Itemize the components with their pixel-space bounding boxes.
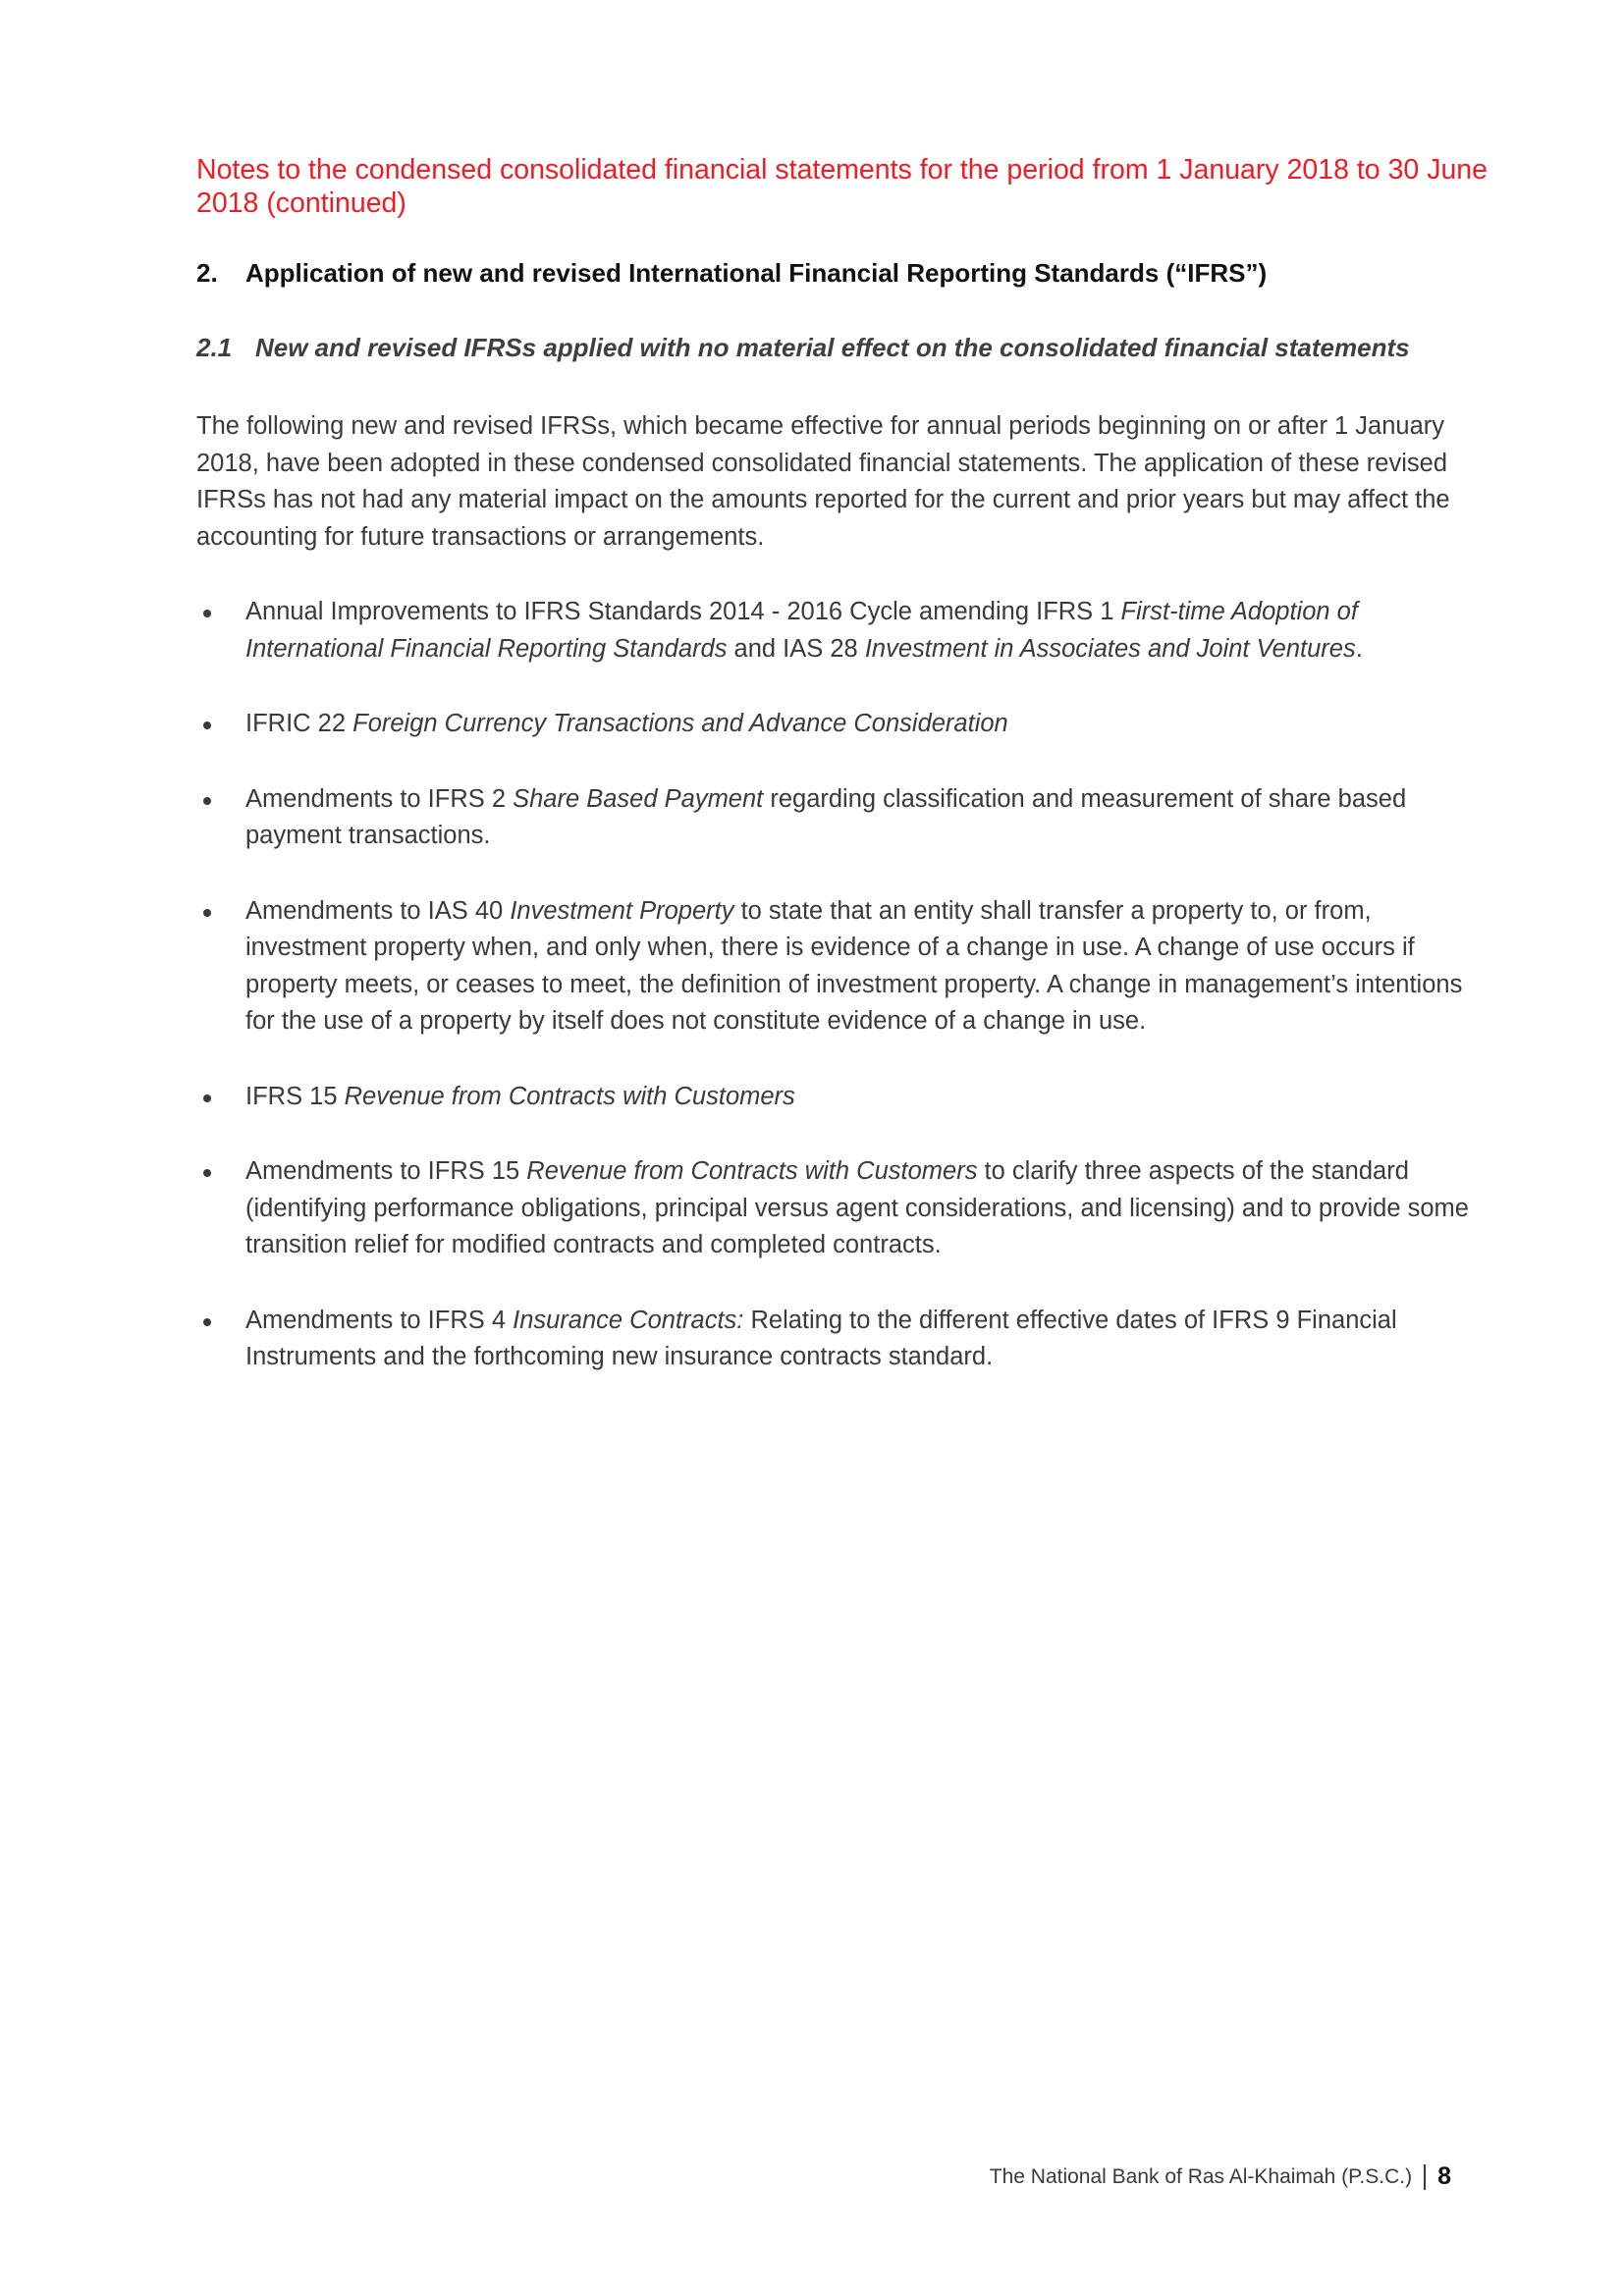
notes-heading: Notes to the condensed consolidated financial statements for the period from 1 January 2018 to 30 June 2018 (continued)	[196, 154, 1488, 219]
list-item-text: to state that an entity shall transfer a property to, or from, investment property when, and only when, there is evidence of a change in use. A change of use occurs if property meets, or ceases to meet, the definition of investment property. A change in management’s intentions for the use of a property by itself does not constitute evidence of a change in use.	[245, 896, 1463, 1035]
bullet-icon	[203, 1318, 211, 1326]
bullet-icon	[203, 721, 211, 729]
list-item-text: Relating to the different effective dates of IFRS 9 Financial Instruments and the forthcoming new insurance contracts standard.	[245, 1306, 1397, 1370]
page-footer	[990, 2163, 1451, 2191]
standard-title: Foreign Currency Transactions and Advance Consideration	[352, 710, 1008, 737]
list-item-text: Amendments to IFRS 4	[245, 1306, 514, 1334]
list-item-text: IFRIC 22	[245, 710, 353, 737]
list-item	[196, 1079, 1473, 1116]
section-number: 2.	[196, 258, 218, 288]
list-item-text: IFRS 15	[245, 1082, 345, 1110]
standard-title: Share Based Payment	[513, 784, 764, 813]
list-item	[196, 893, 1473, 1041]
bullet-icon	[203, 1095, 211, 1102]
section-title-text: Application of new and revised International Financial Reporting Standards (“IFRS”)	[245, 258, 1268, 288]
list-item-text: .	[1355, 634, 1363, 663]
standard-title: Revenue from Contracts with Customers	[344, 1082, 795, 1110]
list-item-text: Amendments to IFRS 15	[245, 1157, 527, 1185]
list-item-text: Amendments to IFRS 2	[245, 784, 514, 813]
standard-title: Insurance Contracts:	[513, 1306, 744, 1334]
standard-title: Investment in Associates and Joint Ventures	[864, 634, 1356, 663]
list-item	[196, 781, 1473, 855]
subsection-title	[196, 333, 1410, 363]
bullet-icon	[203, 1169, 211, 1177]
list-item-text: Amendments to IAS 40	[245, 896, 511, 925]
list-item-text: and IAS 28	[727, 634, 865, 663]
section-title	[196, 258, 1267, 289]
bullet-icon	[203, 797, 211, 805]
standard-title: First-time Adoption of International Financial Reporting Standards	[245, 598, 1358, 663]
list-item-text: regarding classification and measurement of share based payment transactions.	[245, 784, 1407, 849]
list-item	[196, 1303, 1473, 1376]
list-item-text: to clarify three aspects of the standard (identifying performance obligations, principal versus agent considerations, and licensing) and to provide some transition relief for modified contracts and completed contracts.	[245, 1157, 1469, 1258]
intro-paragraph: The following new and revised IFRSs, which became effective for annual periods beginning on or after 1 January 2018, have been adopted in these condensed consolidated financial statements. The application of these revised IFRSs has not had any material impact on the amounts reported for the current and prior years but may affect the accounting for future transactions or arrangements.	[196, 412, 1450, 551]
footer-company-name: The National Bank of Ras Al-Khaimah (P.S.C.)	[989, 2164, 1413, 2188]
subsection-number: 2.1	[196, 333, 233, 362]
list-item-text: Annual Improvements to IFRS Standards 2014 - 2016 Cycle amending IFRS 1	[245, 598, 1121, 625]
list-item	[196, 1153, 1473, 1264]
list-item	[196, 594, 1473, 667]
bullet-icon	[203, 909, 211, 917]
page-number: 8	[1437, 2163, 1451, 2190]
standard-title: Investment Property	[510, 896, 734, 925]
bullet-icon	[203, 610, 211, 617]
standards-list	[196, 594, 1473, 1415]
subsection-title-text: New and revised IFRSs applied with no material effect on the consolidated financial statements	[255, 333, 1410, 362]
footer-separator	[1424, 2164, 1426, 2190]
list-item	[196, 706, 1473, 743]
standard-title: Revenue from Contracts with Customers	[526, 1157, 978, 1185]
